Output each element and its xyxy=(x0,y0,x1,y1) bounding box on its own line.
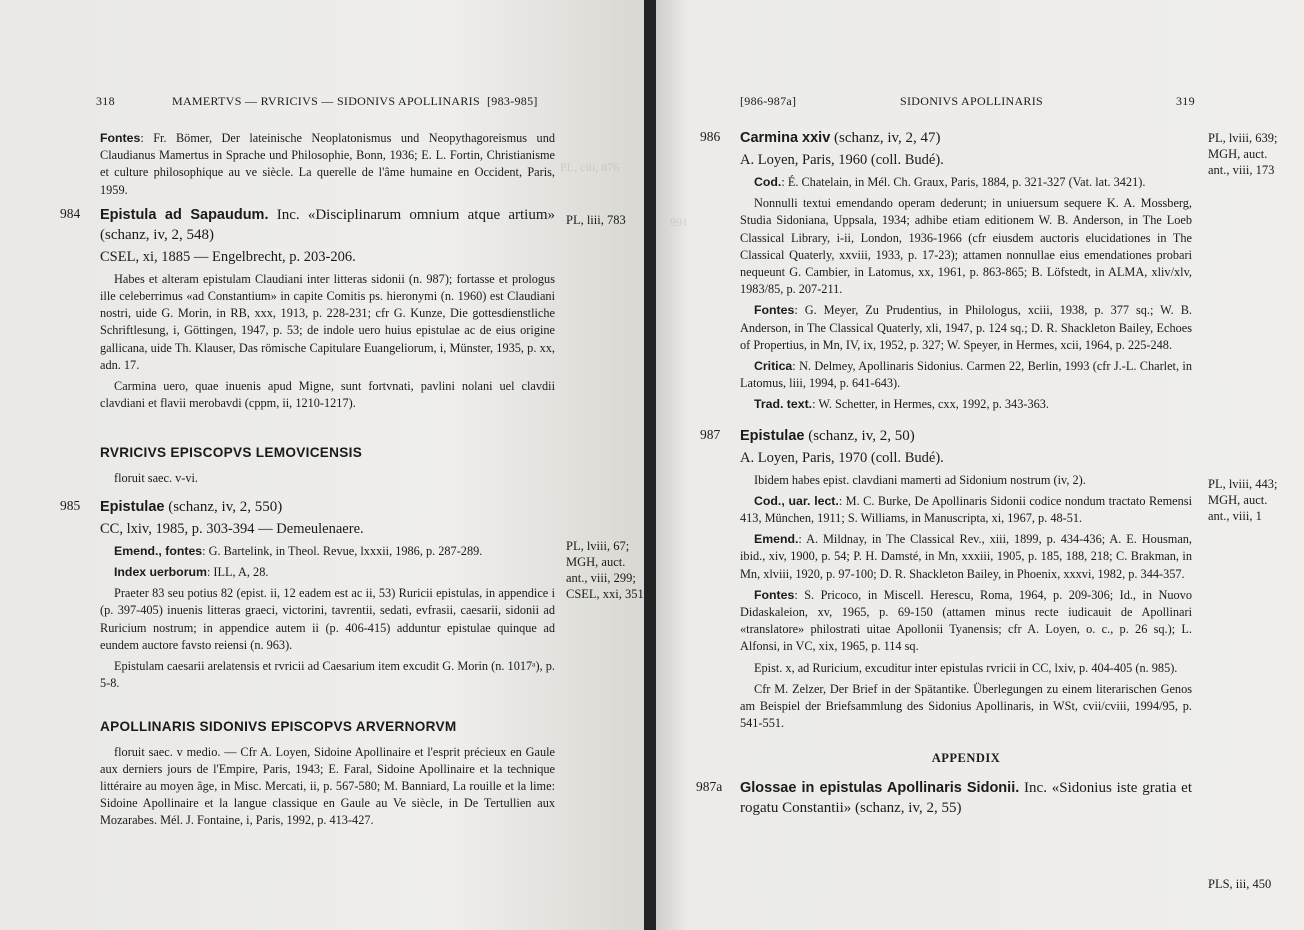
entry-title: Glossae in epistulas Apollinaris Sidonii. Inc. «Sidonius iste gratia et rogatu Constantii» (schanz, iv, 2, 55) xyxy=(740,779,1192,816)
side-ref-986: PL, lviii, 639; MGH, auct. ant., viii, 173 xyxy=(1208,131,1278,177)
critica-line: Critica: N. Delmey, Apollinaris Sidonius. Carmen 22, Berlin, 1993 (cfr J.-L. Charlet, in Latomus, liii, 1994, p. 641-643). xyxy=(740,359,1192,391)
bleed-through-text: PL, ciii, 876 xyxy=(560,160,620,174)
right-body xyxy=(696,128,1192,821)
left-body xyxy=(60,130,555,834)
entry-number: 986 xyxy=(700,129,721,144)
index-line: Index uerborum: ILL, A, 28. xyxy=(114,565,269,580)
right-page-number: 319 xyxy=(1176,94,1195,108)
paragraph: Praeter 83 seu potius 82 (epist. ii, 12 eadem est ac ii, 53) Ruricii epistulas, in appendice i (p. 397-405) inuenis litteras graeci, victorini, tavrentii, sedati, evfrasii, caesarii, sidonii ad Ruricium nostrum; in appendice autem ii (p. 406-415) adduntur epistulae quinque ad eundem auctore favsto reiensi (n. 963). xyxy=(100,586,555,652)
paragraph: Ibidem habes epist. clavdiani mamerti ad Sidonium nostrum (iv, 2). xyxy=(754,472,1086,487)
fontes-line: Fontes: S. Pricoco, in Miscell. Herescu, Roma, 1964, p. 209-306; Id., in Nuovo Didaskaleion, xv, 1965, p. 69-150 (attamen minus recte iudicauit de Apollinari «translatore» philostrati uitae Apollonii Tyanensis; cfr A. Loyen, o. c., p. 26 sq.); L. Alfonsi, in VC, xix, 1965, p. 114 sq. xyxy=(740,587,1192,654)
book-gutter xyxy=(644,0,656,930)
trad-line: Trad. text.: W. Schetter, in Hermes, cxx, 1992, p. 343-363. xyxy=(754,397,1049,412)
entry-986 xyxy=(700,128,1192,414)
edition-line: CSEL, xi, 1885 — Engelbrecht, p. 203-206. xyxy=(100,248,356,265)
entry-number: 985 xyxy=(60,497,81,513)
floruit-line: floruit saec. v-vi. xyxy=(114,470,199,485)
section-heading: APOLLINARIS SIDONIVS EPISCOPVS ARVERNORVM xyxy=(100,719,457,735)
side-ref-985: PL, lviii, 67; MGH, auct. ant., viii, 299; CSEL, xxi, 351 xyxy=(566,539,644,601)
paragraph: Habes et alteram epistulam Claudiani inter litteras sidonii (n. 987); fortasse et prologus ille celeberrimus «ad Constantium» in capite Comitis ps. hieronymi (n. 1960) est Claudiani nostri, uide G. Morin, in RB, xxx, 1913, p. 228-231; cfr G. Kunze, Die gottesdienstliche Schriftlesung, i, Göttingen, 1947, p. 53; de indole uero huius epistulae ac de eius origine gallicana, uide Th. Klauser, Das römische Capitulare Euangeliorum, i, Münster, 1935, p. xx, adn. 17. xyxy=(100,271,555,372)
right-page xyxy=(656,0,1304,930)
left-running-title: MAMERTVS — RVRICIVS — SIDONIVS APOLLINARIS xyxy=(172,94,480,108)
appendix-heading: APPENDIX xyxy=(931,751,1001,766)
entry-987a xyxy=(696,778,1192,818)
entry-984 xyxy=(60,205,555,413)
paragraph: Cfr M. Zelzer, Der Brief in der Spätantike. Überlegungen zu einem literarischen Genos am Beispiel der Briefsammlung des Sidonius Apollinaris, in WSt, cvii/cviii, 1994/95, p. 541-551. xyxy=(740,681,1192,731)
cod-line: Cod.: É. Chatelain, in Mél. Ch. Graux, Paris, 1884, p. 321-327 (Vat. lat. 3421). xyxy=(754,175,1146,189)
bleed-through-text: 991 xyxy=(670,215,688,229)
right-page-range: [986-987a] xyxy=(740,94,797,108)
entry-number: 987a xyxy=(696,778,723,794)
left-page-number: 318 xyxy=(96,94,115,108)
entry-985 xyxy=(60,497,555,693)
right-running-title: SIDONIVS APOLLINARIS xyxy=(900,94,1044,108)
left-page xyxy=(0,0,644,930)
paragraph: Epist. x, ad Ruricium, excuditur inter epistulas rvricii in CC, lxiv, p. 404-405 (n. 985). xyxy=(754,660,1178,675)
edition-line: A. Loyen, Paris, 1970 (coll. Budé). xyxy=(740,449,944,466)
entry-987 xyxy=(700,426,1192,733)
side-ref-984: PL, liii, 783 xyxy=(566,213,626,227)
edition-line: A. Loyen, Paris, 1960 (coll. Budé). xyxy=(740,152,944,168)
paragraph: Carmina uero, quae inuenis apud Migne, sunt fortvnati, pavlini nolani uel clavdii clavdiani et flavii merobavdi (cppm, ii, 1210-1217). xyxy=(100,379,555,411)
left-page-range: [983-985] xyxy=(487,94,538,108)
emend-line: Emend.: A. Mildnay, in The Classical Rev., xiii, 1899, p. 434-436; A. E. Housman, ibid., xiv, 1900, p. 54; P. H. Damsté, in Mn, xxxiii, 1905, p. 185, 188, 218; C. Brakman, in Mn, xlviii, 1920, p. 97-100; D. R. Shackleton Bailey, in Phoenix, xxxvi, 1982, p. 344-357. xyxy=(740,532,1192,581)
paragraph: Epistulam caesarii arelatensis et rvricii ad Caesarium item excudit G. Morin (n. 1017ᵃ), p. 5-8. xyxy=(100,659,555,691)
entry-title: Epistulae (schanz, iv, 2, 50) xyxy=(740,427,915,444)
fontes-intro: Fontes: Fr. Bömer, Der lateinische Neoplatonismus und Neopythagoreismus und Claudianus Mamertus in Sprache und Philosophie, Bonn, 1936; E. L. Fortin, Christianisme et culture philosophique au ve siècle. La querelle de l'âme humaine en Occident, Paris, 1959. xyxy=(100,131,555,197)
emend-line: Emend., fontes: G. Bartelink, in Theol. Revue, lxxxii, 1986, p. 287-289. xyxy=(114,543,483,558)
edition-line: CC, lxiv, 1985, p. 303-394 — Demeulenaere. xyxy=(100,520,364,537)
cod-line: Cod., uar. lect.: M. C. Burke, De Apollinaris Sidonii codice nondum tractato Remensi 413, München, 1911; S. Williams, in Manuscripta, xi, 1967, p. 48-51. xyxy=(740,493,1192,526)
side-ref-987a: PLS, iii, 450 xyxy=(1208,877,1272,891)
fontes-line: Fontes: G. Meyer, Zu Prudentius, in Philologus, xciii, 1938, p. 377 sq.; W. B. Anderson, in The Classical Quaterly, xli, 1947, p. 124 sq.; D. R. Shackleton Bailey, Echoes of Propertius, in Mn, IV, ix, 1952, p. 327; W. Speyer, in Hermes, xcii, 1964, p. 225-248. xyxy=(740,303,1192,352)
entry-title: Epistula ad Sapaudum. Inc. «Disciplinarum omnium atque artium» (schanz, iv, 2, 548) xyxy=(100,206,555,243)
section-heading: RVRICIVS EPISCOPVS LEMOVICENSIS xyxy=(100,445,363,461)
entry-title: Epistulae (schanz, iv, 2, 550) xyxy=(100,498,283,515)
entry-title: Carmina xxiv (schanz, iv, 2, 47) xyxy=(740,130,941,146)
floruit-paragraph: floruit saec. v medio. — Cfr A. Loyen, Sidoine Apollinaire et l'esprit précieux en Gaule aux derniers jours de l'Empire, Paris, 1943; E. Faral, Sidoine Apollinaire et la technique littéraire au moyen âge, in Misc. Mercati, ii, p. 567-580; M. Banniard, La rouille et la lime: Sidoine Apollinaire et la langue classique en Gaule au Ve siècle, in De Tertullien aux Mozarabes. Mél. J. Fontaine, i, Paris, 1992, p. 413-427. xyxy=(100,744,555,828)
entry-number: 984 xyxy=(60,205,81,221)
side-ref-987: PL, lviii, 443; MGH, auct. ant., viii, 1 xyxy=(1208,477,1278,523)
entry-number: 987 xyxy=(700,426,721,442)
paragraph: Nonnulli textui emendando operam dederunt; in uniuersum sequere K. A. Mossberg, Studia Sidoniana, Uppsala, 1934; adhibe etiam editionem W. B. Anderson, in The Loeb Classical Library, i-ii, London, 1936-1966 (cfr eiusdem auctoris elucidationes in The Classical Quaterly, xxviii, 1933, p. 17-23); attamen nonnullae eius emendationes probari nequeunt G. Cambier, in Latomus, xx, 1961, p. 863-865; B. Löfstedt, in ALMA, xliv/xlv, 1983/85, p. 207-211. xyxy=(740,196,1192,297)
